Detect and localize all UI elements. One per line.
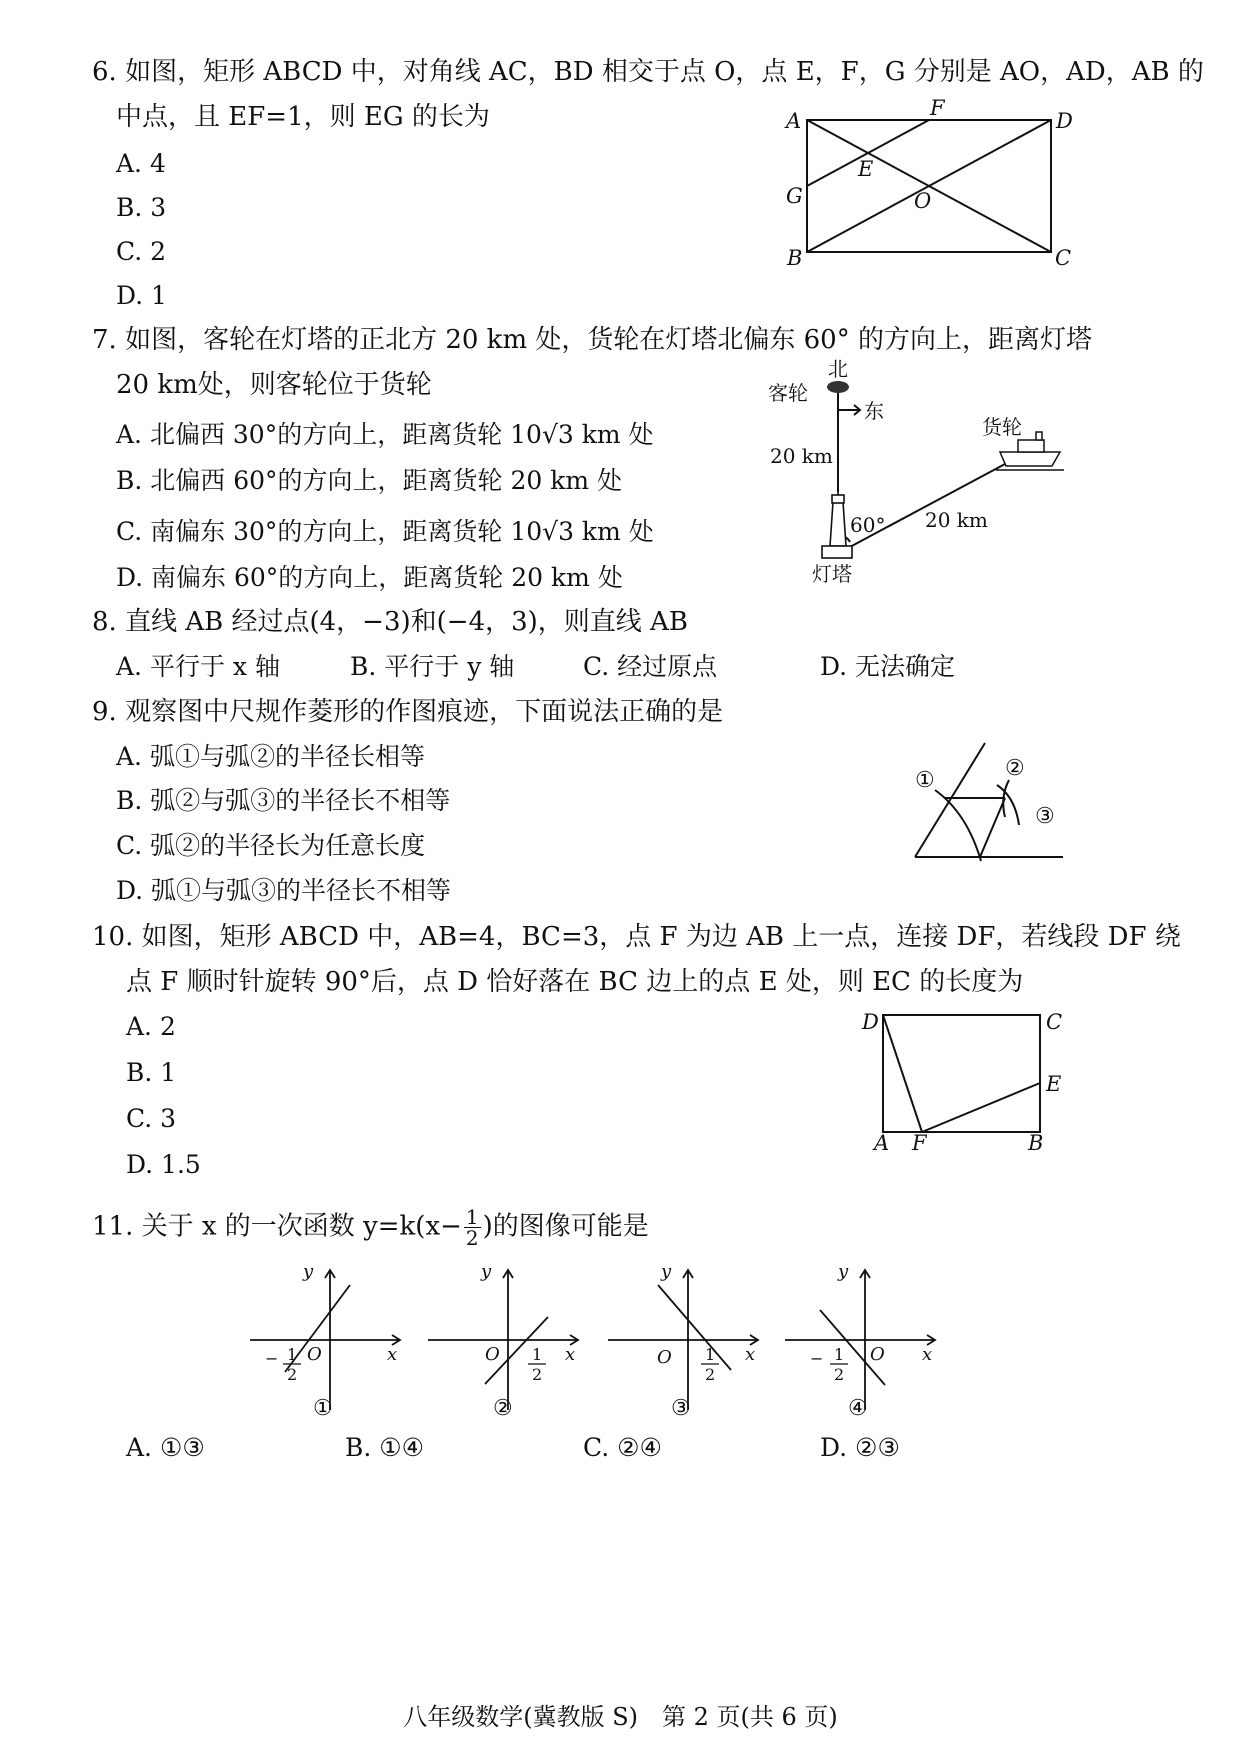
q11-graph-3-x-label: x [745,1344,756,1365]
q10-segment-fe [922,1083,1040,1132]
q9-label-arc1: ① [915,768,935,793]
q6-label-f: F [930,96,945,120]
q11-graph-1-id: ① [313,1396,333,1421]
q11-graph-2-origin: O [485,1344,500,1365]
q7-option-a: A. 北偏西 30°的方向上，距离货轮 10√3 km 处 [116,420,654,449]
q11-graph-4-origin: O [870,1344,885,1365]
q10-label-b: B [1028,1131,1044,1155]
q11-graph-1-x-label: x [387,1344,398,1365]
q10-figure [860,1005,1080,1155]
q9-arc-2 [1003,780,1009,817]
q11-graph-1-origin: O [307,1344,322,1365]
q9-arc-1 [935,790,981,861]
q10-option-b: B. 1 [126,1058,177,1087]
q10-label-e: E [1046,1072,1062,1096]
q11-graph-1-y-label: y [303,1261,314,1282]
q10-label-c: C [1046,1010,1063,1034]
q6-label-c: C [1055,246,1072,270]
q7-option-d: D. 南偏东 60°的方向上，距离货轮 20 km 处 [116,563,623,592]
q6-stem-line2: 中点，且 EF=1，则 EG 的长为 [116,102,490,132]
q11-graph-1 [245,1260,415,1425]
q7-option-c: C. 南偏东 30°的方向上，距离货轮 10√3 km 处 [116,517,654,546]
q11-graph-3-y-label: y [661,1261,672,1282]
q11-graph-4-den: 2 [834,1365,845,1384]
q9-option-a: A. 弧①与弧②的半径长相等 [116,742,425,771]
q10-label-a: A [874,1131,890,1155]
q10-segment-df [883,1015,922,1132]
q11-stem [92,1207,649,1248]
q7-label-east: 东 [864,399,884,423]
q7-stem-line1: 7. 如图，客轮在灯塔的正北方 20 km 处，货轮在灯塔北偏东 60° 的方向上，距离灯塔 [92,325,1092,355]
q10-option-c: C. 3 [126,1104,177,1133]
q8-option-c: C. 经过原点 [583,652,718,681]
q11-graph-4-id: ④ [848,1396,868,1421]
q9-stem: 9. 观察图中尺规作菱形的作图痕迹，下面说法正确的是 [92,697,724,727]
q10-rectangle [883,1015,1040,1132]
q9-label-arc3: ③ [1035,804,1055,829]
q11-stem-suffix: )的图像可能是 [482,1211,649,1242]
q11-graph-2-id: ② [493,1396,513,1421]
q11-graph-4 [780,1260,950,1425]
q8-option-a: A. 平行于 x 轴 [116,652,280,681]
q9-right-side [980,798,1005,857]
q7-option-b: B. 北偏西 60°的方向上，距离货轮 20 km 处 [116,466,623,495]
q7-label-angle: 60° [850,513,886,537]
q6-option-d: D. 1 [116,281,167,310]
q7-figure [760,352,1080,592]
q7-label-passenger-ship: 客轮 [768,381,808,405]
page-footer: 八年级数学(冀教版 S) 第 2 页(共 6 页) [403,1703,838,1731]
q9-label-arc2: ② [1005,756,1025,781]
q10-option-a: A. 2 [126,1012,176,1041]
q11-graph-2-y-label: y [481,1261,492,1282]
q6-label-e: E [858,157,874,181]
q9-figure [905,735,1070,865]
q11-graph-3-num: 1 [705,1345,716,1364]
q11-graph-4-num: 1 [834,1345,845,1364]
q11-graph-4-x-label: x [922,1344,933,1365]
q11-option-c: C. ②④ [583,1433,662,1462]
q10-stem-line1: 10. 如图，矩形 ABCD 中，AB=4，BC=3，点 F 为边 AB 上一点，连接 DF，若线段 DF 绕 [92,922,1181,952]
q10-label-f: F [912,1131,927,1155]
q11-graph-1-den: 2 [287,1365,298,1384]
q7-label-dist2: 20 km [925,508,988,532]
q11-option-d: D. ②③ [820,1433,900,1462]
q6-figure [780,95,1080,275]
q7-stem-line2: 20 km处，则客轮位于货轮 [116,370,432,400]
q6-stem-line1: 6. 如图，矩形 ABCD 中，对角线 AC，BD 相交于点 O，点 E，F，G 分别是 AO，AD，AB 的 [92,57,1204,87]
q6-label-g: G [786,184,803,208]
q11-graph-2 [423,1260,593,1425]
q11-stem-frac-den: 2 [465,1226,479,1250]
q11-option-b: B. ①④ [345,1433,425,1462]
q7-label-north: 北 [828,357,848,381]
q11-graph-1-sign: − [265,1349,279,1368]
q11-graph-2-x-label: x [565,1344,576,1365]
q11-graph-3-id: ③ [671,1396,691,1421]
q6-option-a: A. 4 [116,149,166,178]
q10-label-d: D [862,1010,879,1034]
q9-option-d: D. 弧①与弧③的半径长不相等 [116,876,452,905]
q7-lighthouse-icon [822,489,852,558]
q6-option-b: B. 3 [116,193,167,222]
q7-label-cargo-ship: 货轮 [982,415,1022,439]
q6-label-o: O [914,189,932,213]
q7-label-lighthouse: 灯塔 [812,562,852,586]
q11-graph-2-num: 1 [532,1345,543,1364]
q6-option-c: C. 2 [116,237,167,266]
q9-option-c: C. 弧②的半径长为任意长度 [116,831,426,860]
q11-graph-3-origin: O [657,1347,672,1368]
q11-stem-frac-num: 1 [465,1205,479,1229]
q6-label-d: D [1056,109,1073,133]
q11-graph-4-sign: − [810,1349,824,1368]
q11-option-a: A. ①③ [126,1433,205,1462]
q10-stem-line2: 点 F 顺时针旋转 90°后，点 D 恰好落在 BC 边上的点 E 处，则 EC 的长度为 [126,967,1024,997]
q9-arc-3 [997,785,1019,825]
q9-option-b: B. 弧②与弧③的半径长不相等 [116,786,451,815]
q6-label-a: A [786,109,802,133]
q11-graph-3 [603,1260,773,1425]
q8-option-d: D. 无法确定 [820,652,956,681]
q11-graph-3-den: 2 [705,1365,716,1384]
q7-label-dist1: 20 km [770,444,833,468]
q11-graph-1-num: 1 [287,1345,298,1364]
q11-graph-2-den: 2 [532,1365,543,1384]
q11-stem-prefix: 11. 关于 x 的一次函数 y=k(x− [92,1211,462,1242]
q8-option-b: B. 平行于 y 轴 [350,652,515,681]
q6-label-b: B [787,246,803,270]
q8-stem: 8. 直线 AB 经过点(4，−3)和(−4，3)，则直线 AB [92,607,688,637]
q7-passenger-ship-icon [827,381,849,393]
q10-option-d: D. 1.5 [126,1150,201,1179]
q11-graph-4-y-label: y [838,1261,849,1282]
